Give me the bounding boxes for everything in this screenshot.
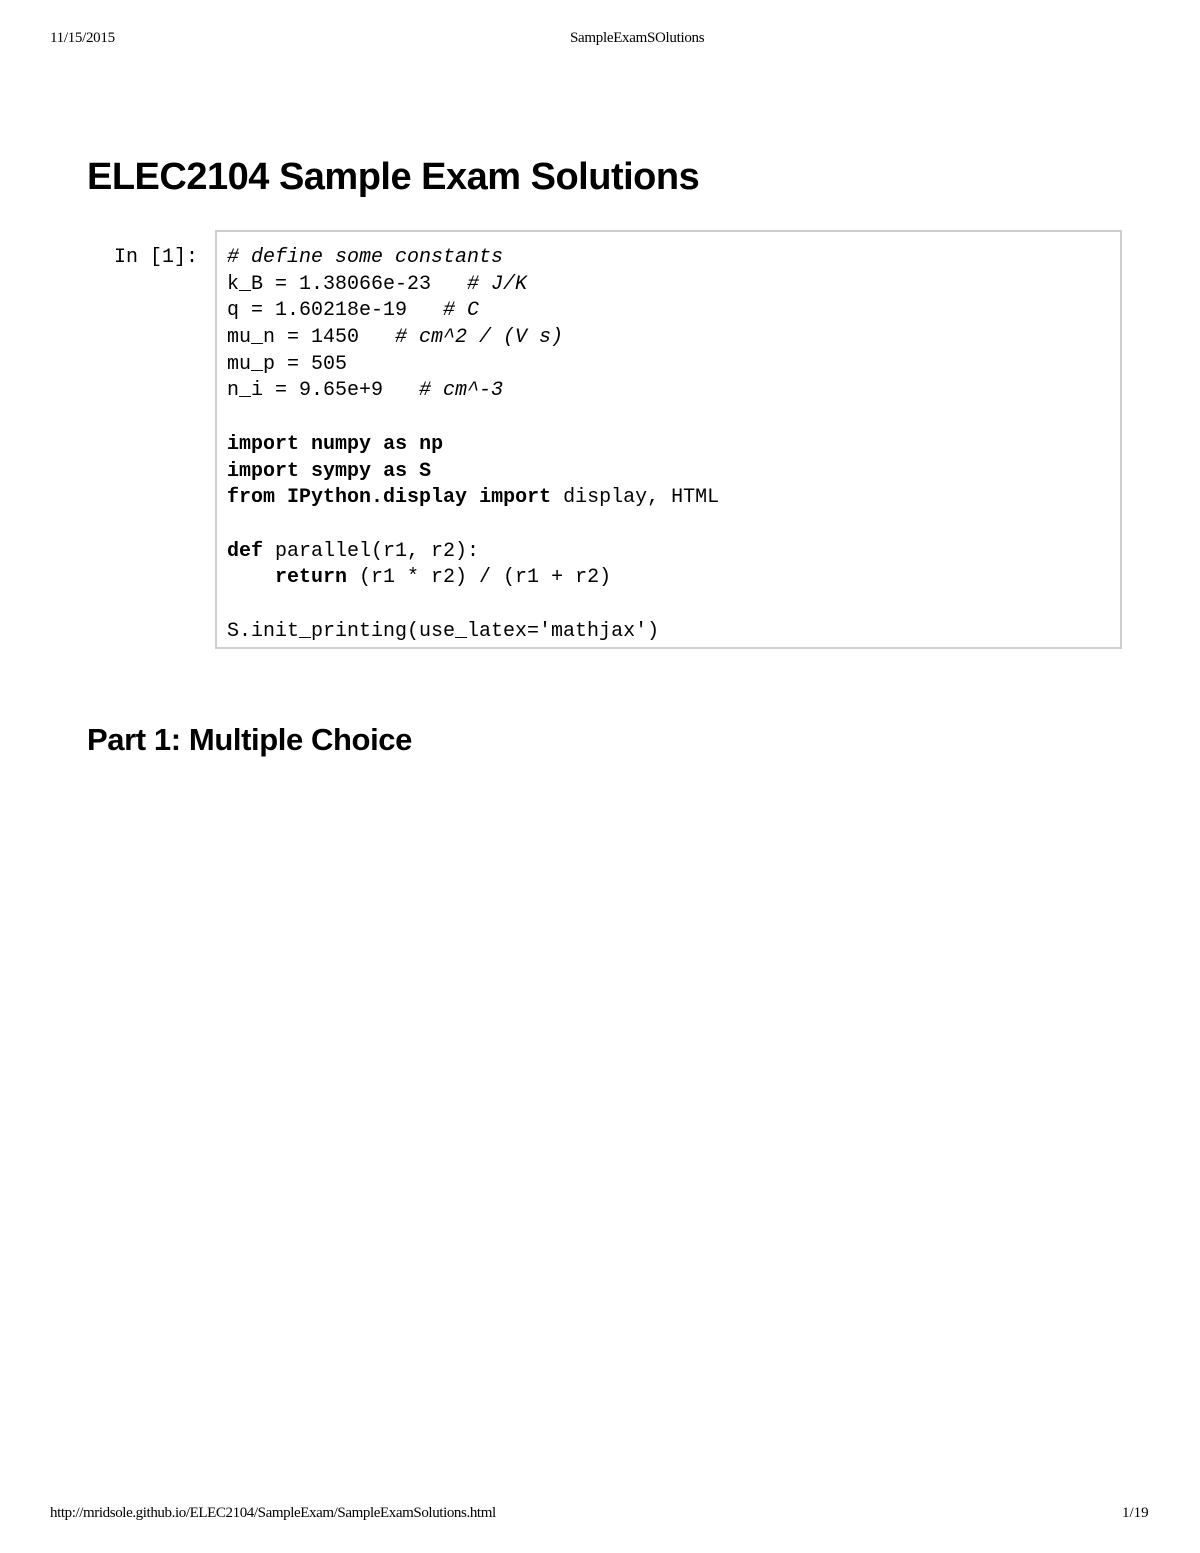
code-text: k_B = 1.38066e-23 xyxy=(227,272,468,296)
code-keyword: sympy xyxy=(311,459,372,483)
code-text xyxy=(467,486,479,509)
code-lines xyxy=(227,245,719,645)
code-text: parallel(r1, r2): xyxy=(263,539,480,563)
section-heading: Part 1: Multiple Choice xyxy=(87,722,412,757)
code-comment: # cm^-3 xyxy=(419,379,504,403)
code-keyword: def xyxy=(227,539,264,563)
code-line xyxy=(227,325,719,352)
code-line xyxy=(227,512,719,539)
code-keyword: numpy xyxy=(311,432,372,456)
code-comment: # C xyxy=(443,299,480,323)
code-text xyxy=(275,486,287,509)
code-keyword: IPython.display xyxy=(287,486,468,510)
code-comment: # cm^2 / (V s) xyxy=(395,326,564,350)
code-text xyxy=(371,433,383,456)
code-text xyxy=(407,433,419,456)
code-line xyxy=(227,352,719,379)
code-keyword: np xyxy=(419,432,444,456)
code-comment: # J/K xyxy=(467,272,528,296)
code-keyword: import xyxy=(227,432,300,456)
code-keyword: S xyxy=(419,459,432,483)
code-text: display, HTML xyxy=(551,486,720,510)
code-line xyxy=(227,485,719,512)
code-line xyxy=(227,539,719,566)
code-keyword: as xyxy=(383,459,408,483)
code-text xyxy=(299,460,311,483)
code-cell[interactable] xyxy=(215,230,1122,649)
print-date: 11/15/2015 xyxy=(50,30,115,46)
code-keyword: from xyxy=(227,486,276,510)
code-text: (r1 * r2) / (r1 + r2) xyxy=(347,566,612,590)
code-text: mu_n = 1450 xyxy=(227,326,396,350)
code-line xyxy=(227,272,719,299)
code-text: S.init_printing(use_latex='mathjax') xyxy=(227,619,660,643)
code-line xyxy=(227,245,719,272)
input-prompt: In [1]: xyxy=(114,246,199,269)
code-text xyxy=(227,566,275,589)
page-title: ELEC2104 Sample Exam Solutions xyxy=(87,156,700,198)
code-text: mu_p = 505 xyxy=(227,352,348,376)
code-line xyxy=(227,459,719,486)
code-line xyxy=(227,619,719,646)
code-keyword: import xyxy=(227,459,300,483)
code-line xyxy=(227,405,719,432)
code-line xyxy=(227,432,719,459)
code-line xyxy=(227,592,719,619)
code-line xyxy=(227,378,719,405)
code-line xyxy=(227,565,719,592)
code-text xyxy=(407,460,419,483)
code-text: q = 1.60218e-19 xyxy=(227,299,444,323)
code-text xyxy=(371,460,383,483)
code-text xyxy=(299,433,311,456)
code-keyword: as xyxy=(383,432,408,456)
code-line xyxy=(227,298,719,325)
code-keyword: import xyxy=(479,486,552,510)
code-comment: # define some constants xyxy=(227,246,504,269)
print-header-title: SampleExamSOlutions xyxy=(570,30,705,46)
footer-url-link[interactable]: http://mridsole.github.io/ELEC2104/SampleExam/SampleExamSolutions.html xyxy=(50,1505,496,1521)
code-text: n_i = 9.65e+9 xyxy=(227,379,420,403)
page-number: 1/19 xyxy=(1122,1505,1149,1521)
code-keyword: return xyxy=(275,566,348,590)
